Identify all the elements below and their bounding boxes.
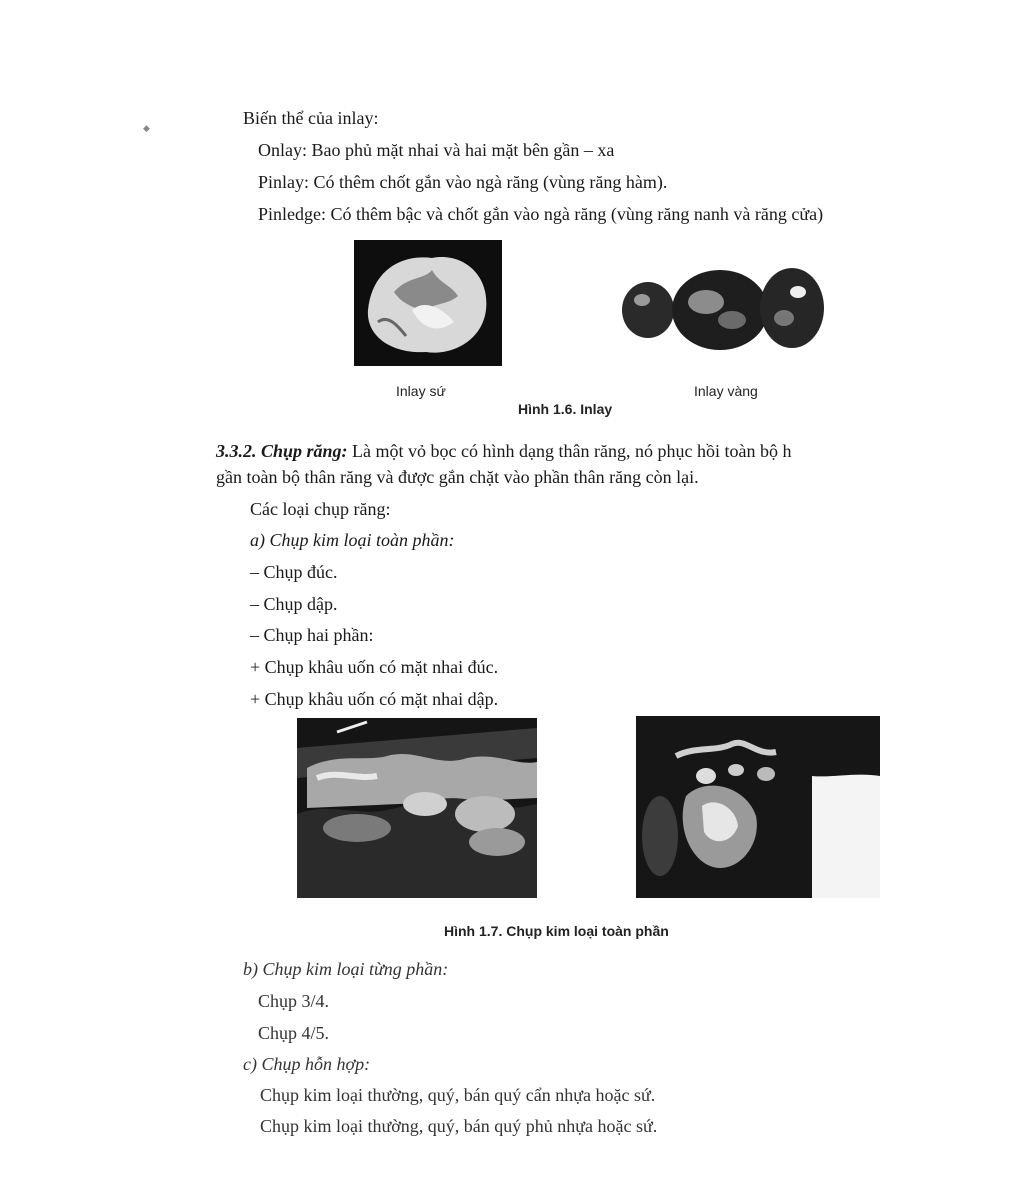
scan-mark: ◆ bbox=[143, 123, 150, 133]
section-332-text: Là một vỏ bọc có hình dạng thân răng, nó phục hồi toàn bộ h bbox=[347, 441, 792, 461]
c-item-veneered: Chụp kim loại thường, quý, bán quý phủ nhựa hoặc sứ. bbox=[260, 1116, 658, 1136]
inlay-variants-heading: Biến thể của inlay: bbox=[243, 108, 379, 128]
a-item-cast: – Chụp đúc. bbox=[250, 562, 338, 582]
inlay-gold-photo bbox=[620, 262, 826, 354]
crown-types-label: Các loại chụp răng: bbox=[250, 499, 391, 519]
sub-c-title: c) Chụp hỗn hợp: bbox=[243, 1054, 371, 1074]
figure-1-7-caption: Hình 1.7. Chụp kim loại toàn phần bbox=[444, 923, 669, 939]
sub-a-title: a) Chụp kim loại toàn phần: bbox=[250, 530, 455, 550]
section-332-title: 3.3.2. Chụp răng: bbox=[216, 441, 348, 461]
b-item-three-quarter: Chụp 3/4. bbox=[258, 991, 330, 1011]
a-subitem-cast-occlusal: + Chụp khâu uốn có mặt nhai đúc. bbox=[250, 657, 499, 677]
section-332-line1 bbox=[216, 440, 791, 462]
onlay-item: Onlay: Bao phủ mặt nhai và hai mặt bên gần – xa bbox=[258, 140, 615, 160]
inlay-porcelain-photo bbox=[354, 240, 502, 366]
pinlay-item: Pinlay: Có thêm chốt gắn vào ngà răng (vùng răng hàm). bbox=[258, 172, 668, 192]
a-item-two-part: – Chụp hai phần: bbox=[250, 625, 374, 645]
section-332-line2: gần toàn bộ thân răng và được gắn chặt vào phần thân răng còn lại. bbox=[216, 467, 699, 487]
a-item-stamped: – Chụp dập. bbox=[250, 594, 338, 614]
inlay-gold-caption: Inlay vàng bbox=[694, 383, 758, 399]
sub-b-title: b) Chụp kim loại từng phần: bbox=[243, 959, 449, 979]
metal-crown-photo-right bbox=[636, 716, 880, 898]
metal-crown-photo-left bbox=[297, 718, 537, 898]
pinledge-item: Pinledge: Có thêm bậc và chốt gắn vào ngà răng (vùng răng nanh và răng cửa) bbox=[258, 204, 824, 224]
figure-1-6-caption: Hình 1.6. Inlay bbox=[518, 401, 613, 417]
b-item-four-fifths: Chụp 4/5. bbox=[258, 1023, 330, 1043]
inlay-porcelain-caption: Inlay sứ bbox=[396, 383, 446, 399]
c-item-inlaid: Chụp kim loại thường, quý, bán quý cẩn nhựa hoặc sứ. bbox=[260, 1085, 656, 1105]
a-subitem-stamped-occlusal: + Chụp khâu uốn có mặt nhai dập. bbox=[250, 689, 499, 709]
